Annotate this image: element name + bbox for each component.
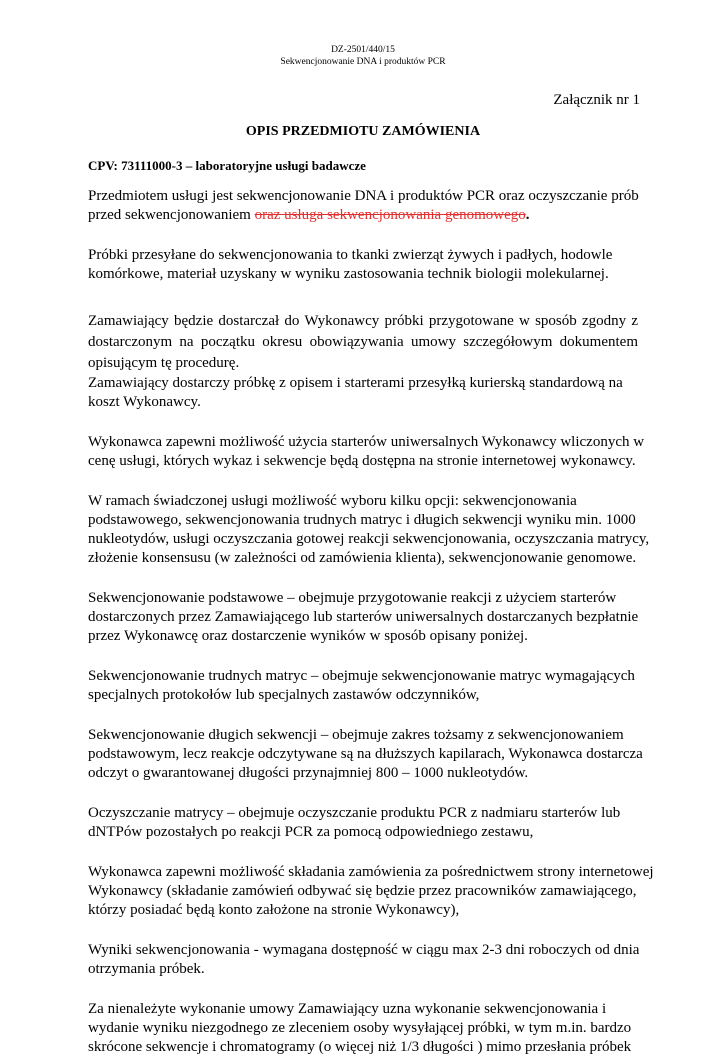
paragraph-line: otrzymania próbek. xyxy=(88,961,205,977)
paragraph-line: nukleotydów, usługi oczyszczania gotowej reakcji sekwencjonowania, oczyszczania matrycy, xyxy=(88,531,650,547)
paragraph-line: przez Wykonawcę oraz dostarczenie wyników w sposób opisany poniżej. xyxy=(88,628,528,644)
annex-label: Załącznik nr 1 xyxy=(553,92,640,108)
paragraph-line: Za nienależyte wykonanie umowy Zamawiający uzna wykonanie sekwencjonowania i xyxy=(88,1001,607,1017)
paragraph-line: skrócone sekwencje i chromatogramy (o więcej niż 1/3 długości ) mimo przesłania próbek xyxy=(88,1039,632,1055)
paragraph-line: Zamawiający będzie dostarczał do Wykonawcy próbki przygotowane w sposób zgodny z xyxy=(88,313,638,329)
paragraph-long-sequences xyxy=(88,726,643,783)
paragraph-difficult-templates xyxy=(88,667,638,705)
paragraph-service-options xyxy=(88,492,650,568)
paragraph-line: dostarczonym na początku okresu obowiązywania umowy szczegółowym dokumentem xyxy=(88,334,638,350)
paragraph-line: Wykonawcy (składanie zamówień odbywać się będzie przez pracowników zamawiającego, xyxy=(88,883,637,899)
paragraph-universal-primers xyxy=(88,433,645,471)
paragraph-basic-sequencing xyxy=(88,589,638,646)
paragraph-delivery xyxy=(88,374,638,412)
paragraph-samples xyxy=(88,246,638,284)
paragraph-line: Wykonawca zapewni możliwość użycia starterów uniwersalnych Wykonawcy wliczonych w xyxy=(88,434,645,450)
paragraph-line: cenę usługi, których wykaz i sekwencje będą dostępna na stronie internetowej wykonawcy. xyxy=(88,453,636,469)
paragraph-results-availability xyxy=(88,941,638,979)
paragraph-line: dostarczonych przez Zamawiającego lub starterów uniwersalnych dostarczanych bezpłatnie xyxy=(88,609,639,625)
paragraph-line: specjalnych protokołów lub specjalnych zastawów odczynników, xyxy=(88,687,480,703)
text-segment: . xyxy=(525,207,530,223)
header-reference-number: DZ-2501/440/15 xyxy=(331,45,395,55)
paragraph-line: Wyniki sekwencjonowania - wymagana dostępność w ciągu max 2-3 dni roboczych od dnia xyxy=(88,942,640,958)
paragraph-line: Sekwencjonowanie długich sekwencji – obejmuje zakres tożsamy z sekwencjonowaniem xyxy=(88,727,624,743)
paragraph-line: odczyt o gwarantowanej długości przynajmniej 800 – 1000 nukleotydów. xyxy=(88,765,529,781)
paragraph-line: Przedmiotem usługi jest sekwencjonowanie DNA i produktów PCR oraz oczyszczanie prób xyxy=(88,188,639,204)
paragraph-sample-preparation xyxy=(88,311,638,374)
document-title: OPIS PRZEDMIOTU ZAMÓWIENIA xyxy=(245,124,481,139)
paragraph-line: komórkowe, materiał uzyskany w wyniku zastosowania technik biologii molekularnej. xyxy=(88,266,609,282)
paragraph-line: opisującym tę procedurę. xyxy=(88,355,240,371)
text-segment: przed sekwencjonowaniem xyxy=(88,207,255,223)
paragraph-improper-performance xyxy=(88,1000,638,1057)
paragraph-line xyxy=(88,206,638,225)
cpv-code: CPV: 73111000-3 – laboratoryjne usługi badawcze xyxy=(88,158,366,173)
document-header xyxy=(88,44,638,68)
paragraph-line: W ramach świadczonej usługi możliwość wyboru kilku opcji: sekwencjonowania xyxy=(88,493,577,509)
paragraph-template-cleanup xyxy=(88,804,638,842)
paragraph-line: złożenie konsensusu (w zależności od zamówienia klienta), sekwencjonowanie genomowe. xyxy=(88,550,637,566)
paragraph-line: Oczyszczanie matrycy – obejmuje oczyszczanie produktu PCR z nadmiaru starterów lub xyxy=(88,805,621,821)
header-subject: Sekwencjonowanie DNA i produktów PCR xyxy=(280,57,446,67)
paragraph-line: Wykonawca zapewni możliwość składania zamówienia za pośrednictwem strony internetowej xyxy=(88,864,654,880)
paragraph-line: podstawowym, lecz reakcje odczytywane są na dłuższych kapilarach, Wykonawca dostarcza xyxy=(88,746,643,762)
paragraph-line: Próbki przesyłane do sekwencjonowania to tkanki zwierząt żywych i padłych, hodowle xyxy=(88,247,613,263)
paragraph-online-ordering xyxy=(88,863,654,920)
paragraph-line: koszt Wykonawcy. xyxy=(88,394,201,410)
paragraph-subject xyxy=(88,187,638,225)
paragraph-line: wydanie wyniku niezgodnego ze zleceniem osoby wysyłającej próbki, w tym m.in. bardzo xyxy=(88,1020,632,1036)
paragraph-line: Sekwencjonowanie podstawowe – obejmuje przygotowanie reakcji z użyciem starterów xyxy=(88,590,617,606)
struck-text: oraz usługa sekwencjonowania genomowego xyxy=(254,207,526,223)
paragraph-line: Sekwencjonowanie trudnych matryc – obejmuje sekwencjonowanie matryc wymagających xyxy=(88,668,635,684)
paragraph-line: dNTPów pozostałych po reakcji PCR za pomocą odpowiedniego zestawu, xyxy=(88,824,534,840)
paragraph-line: którzy posiadać będą konto założone na stronie Wykonawcy), xyxy=(88,902,460,918)
paragraph-line: podstawowego, sekwencjonowania trudnych matryc i długich sekwencji wyniku min. 1000 xyxy=(88,512,636,528)
paragraph-line: Zamawiający dostarczy próbkę z opisem i starterami przesyłką kurierską standardową na xyxy=(88,375,623,391)
